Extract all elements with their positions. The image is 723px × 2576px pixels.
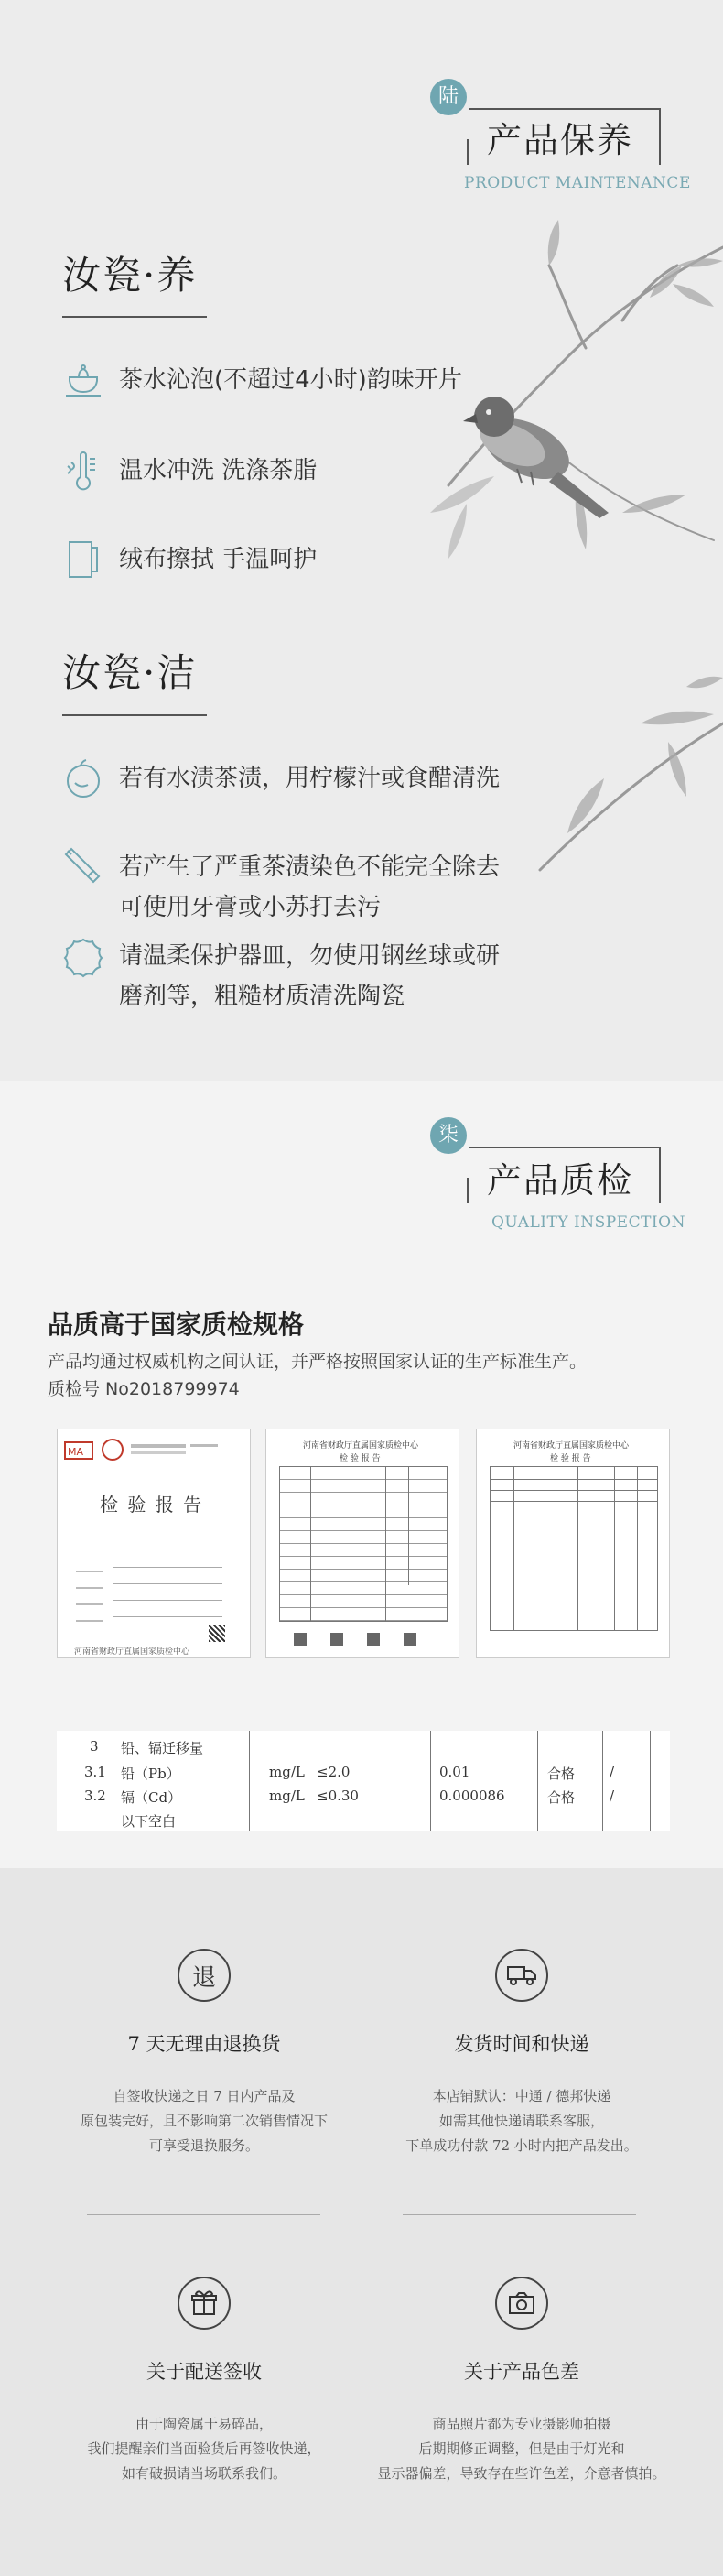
service-line: 如需其他快递请联系客服， — [438, 2113, 604, 2129]
quality-section — [0, 1081, 723, 1868]
thermometer-icon — [62, 450, 104, 492]
divider — [403, 2214, 636, 2215]
service-line: 由于陶瓷属于易碎品， — [135, 2416, 273, 2432]
service-title: 7 天无理由退换货 — [127, 2033, 281, 2055]
service-card-return — [53, 1949, 355, 2158]
service-body — [371, 2084, 673, 2158]
report-sub: 检 验 报 告 — [340, 1454, 381, 1463]
clean-item — [62, 847, 500, 928]
care-item — [62, 538, 317, 581]
signature-row — [294, 1633, 431, 1646]
clean-item-text — [119, 847, 500, 928]
divider — [87, 2214, 320, 2215]
care-item-text: 温水冲洗 洗涤茶脂 — [119, 457, 318, 484]
report-column — [577, 1466, 578, 1631]
inspection-number: 质检号 No2018799974 — [48, 1379, 240, 1399]
table-column — [249, 1731, 250, 1831]
report-column — [637, 1466, 638, 1631]
section-title: 产品质检 — [487, 1160, 634, 1201]
report-sub: 检 验 报 告 — [550, 1454, 591, 1463]
service-line: 下单成功付款 72 小时内把产品发出。 — [405, 2137, 638, 2154]
lemon-icon — [62, 757, 104, 799]
service-line: 可享受退换服务。 — [148, 2137, 259, 2154]
section-badge: 陆 — [430, 79, 467, 115]
service-line: 我们提醒亲们当面验货后再签收快递， — [87, 2440, 321, 2457]
service-body — [53, 2412, 355, 2486]
row-result: 0.01 — [439, 1764, 470, 1780]
qr-code-icon — [209, 1625, 225, 1642]
report-field-line — [113, 1600, 222, 1601]
return-icon: 退 — [178, 1949, 231, 2002]
heavy-metal-table — [57, 1731, 670, 1831]
report-field-line — [113, 1616, 222, 1617]
service-title: 关于配送签收 — [146, 2361, 262, 2383]
service-card-color — [371, 2277, 673, 2486]
service-card-shipping — [371, 1949, 673, 2158]
clean-item — [62, 936, 500, 1016]
table-column — [430, 1731, 431, 1831]
row-unit: mg/L — [269, 1764, 305, 1780]
row-unit: mg/L — [269, 1788, 305, 1804]
sponge-icon — [62, 936, 104, 978]
quality-desc-line: 产品均通过权威机构之间认证，并严格按照国家认证的生产标准生产。 — [48, 1352, 588, 1372]
quality-heading: 品质高于国家质检规格 — [48, 1310, 305, 1340]
inspection-report-page — [476, 1429, 670, 1658]
row-remark: / — [610, 1788, 615, 1804]
quality-description — [48, 1348, 587, 1403]
service-line: 后期期修正调整，但是由于灯光和 — [418, 2440, 625, 2457]
row-judge: 合格 — [547, 1789, 576, 1806]
row-judge: 合格 — [547, 1766, 576, 1782]
report-field-labels — [76, 1563, 103, 1622]
svg-text:MA: MA — [68, 1446, 84, 1458]
service-title: 发货时间和快递 — [454, 2033, 589, 2055]
teacup-icon — [62, 359, 104, 401]
report-header: 河南省财政厅直属国家质检中心 — [303, 1441, 419, 1451]
report-footer: 河南省财政厅直属国家质检中心 — [74, 1647, 190, 1657]
report-column — [614, 1466, 615, 1631]
report-table — [279, 1466, 448, 1622]
row-item: 铅、镉迁移量 — [121, 1740, 204, 1756]
service-line: 商品照片都为专业摄影师拍摄 — [432, 2416, 611, 2432]
row-item: 镉（Cd） — [121, 1789, 182, 1806]
bird-bamboo-painting — [430, 211, 723, 907]
service-title: 关于产品色差 — [464, 2361, 579, 2383]
care-group-title: 汝瓷·养 — [62, 253, 198, 298]
section-title: 产品保养 — [487, 120, 634, 160]
row-limit: ≤2.0 — [317, 1764, 351, 1780]
report-column — [513, 1466, 514, 1631]
report-column — [408, 1466, 409, 1585]
row-remark: / — [610, 1764, 615, 1780]
report-row-line — [490, 1479, 658, 1480]
care-item-text: 茶水沁泡(不超过4小时)韵味开片 — [119, 366, 462, 394]
camera-icon — [495, 2277, 548, 2330]
clean-item — [62, 757, 500, 799]
toothpaste-icon — [62, 847, 104, 889]
report-column — [385, 1466, 386, 1622]
cma-logo-icon — [58, 1429, 250, 1484]
report-field-line — [113, 1583, 222, 1584]
report-column — [310, 1466, 311, 1622]
cloth-icon — [62, 538, 104, 581]
report-title: 检 验 报 告 — [100, 1494, 204, 1516]
report-header: 河南省财政厅直属国家质检中心 — [513, 1441, 630, 1451]
inspection-report-cover — [57, 1429, 251, 1658]
section-badge: 柒 — [430, 1117, 467, 1154]
table-column — [537, 1731, 538, 1831]
title-underline — [62, 714, 207, 716]
section-subtitle: QUALITY INSPECTION — [491, 1213, 685, 1232]
clean-item-line: 请温柔保护器皿，勿使用钢丝球或研 — [119, 942, 501, 970]
section-subtitle: PRODUCT MAINTENANCE — [464, 174, 691, 192]
service-body — [371, 2412, 673, 2486]
row-item: 铅（Pb） — [121, 1766, 180, 1782]
table-column — [650, 1731, 651, 1831]
row-number: 3.1 — [84, 1764, 106, 1780]
report-row-line — [490, 1501, 658, 1502]
report-field-line — [113, 1567, 222, 1568]
gift-icon — [178, 2277, 231, 2330]
clean-item-line: 若产生了严重茶渍染色不能完全除去 — [119, 853, 501, 881]
service-line: 原包装完好，且不影响第二次销售情况下 — [80, 2113, 328, 2129]
service-line: 自签收快递之日 7 日内产品及 — [113, 2088, 296, 2104]
title-underline — [62, 316, 207, 318]
clean-item-text: 若有水渍茶渍，用柠檬汁或食醋清洗 — [119, 765, 501, 792]
clean-group-title: 汝瓷·洁 — [62, 650, 198, 695]
clean-item-line: 磨剂等，粗糙材质清洗陶瓷 — [119, 983, 405, 1010]
report-row-line — [490, 1490, 658, 1491]
service-line: 本店铺默认：中通 / 德邦快递 — [432, 2088, 611, 2104]
care-item — [62, 359, 462, 401]
row-item: 以下空白 — [121, 1813, 177, 1830]
row-number: 3.2 — [84, 1788, 106, 1804]
service-line: 显示器偏差，导致存在些许色差，介意者慎拍。 — [377, 2465, 666, 2482]
clean-item-line: 可使用牙膏或小苏打去污 — [119, 894, 382, 921]
service-line: 如有破损请当场联系我们。 — [121, 2465, 286, 2482]
care-item — [62, 450, 317, 492]
report-table — [490, 1466, 658, 1631]
service-card-delivery — [53, 2277, 355, 2486]
row-limit: ≤0.30 — [317, 1788, 359, 1804]
table-column — [602, 1731, 603, 1831]
truck-icon — [495, 1949, 548, 2002]
row-number: 3 — [90, 1738, 99, 1755]
row-result: 0.000086 — [439, 1788, 505, 1804]
service-body — [53, 2084, 355, 2158]
maintenance-section — [0, 0, 723, 1081]
clean-item-text — [119, 936, 500, 1016]
care-item-text: 绒布擦拭 手温呵护 — [119, 546, 318, 573]
inspection-report-page — [265, 1429, 459, 1658]
